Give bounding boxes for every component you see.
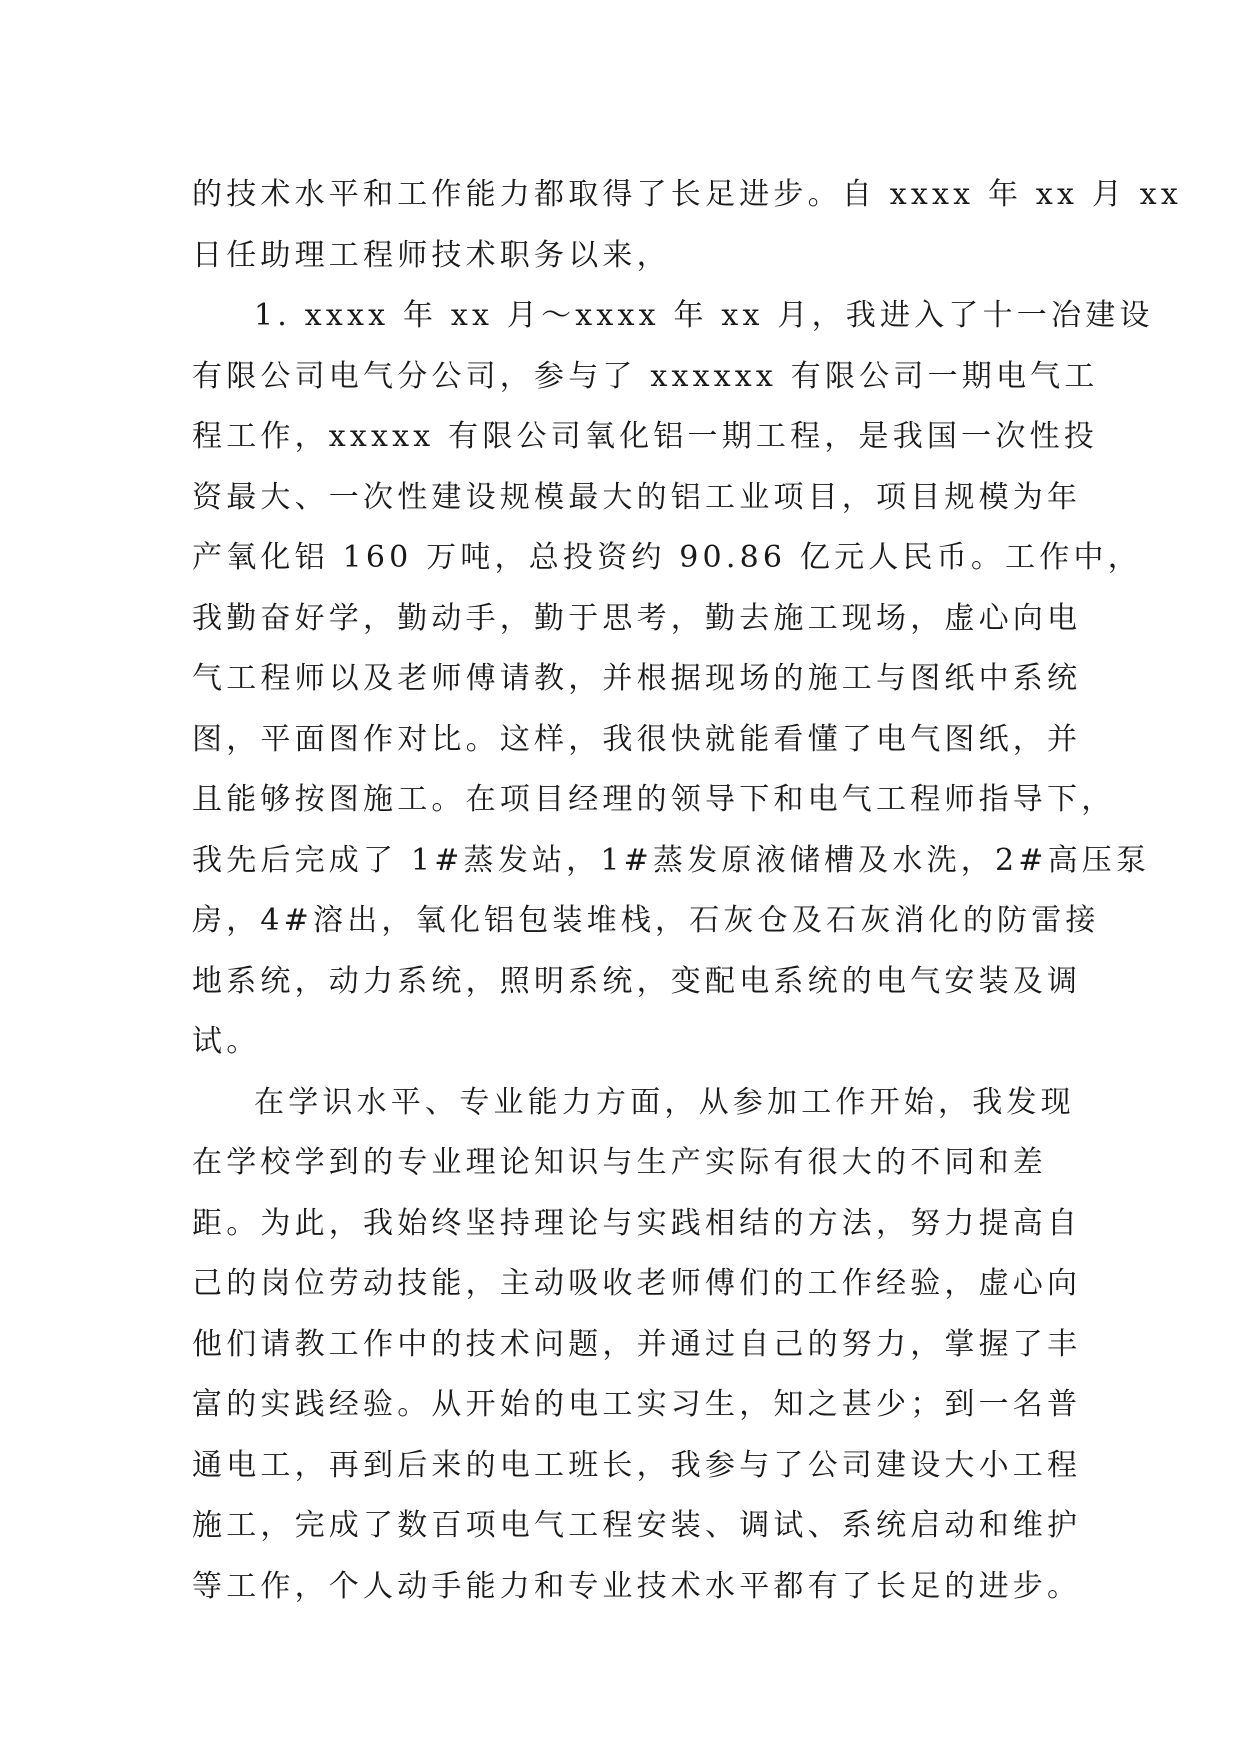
text-line-6: 资最大、一次性建设规模最大的铝工业项目，项目规模为年: [192, 479, 1082, 515]
text-line-7: 产氧化铝 160 万吨，总投资约 90.86 亿元人民币。工作中，: [192, 540, 1142, 575]
text-line-17: 在学校学到的专业理论知识与生产实际有很大的不同和差: [192, 1145, 1047, 1180]
text-line-20: 他们请教工作中的技术问题，并通过自己的努力，掌握了丰: [192, 1326, 1082, 1362]
text-line-4: 有限公司电气分公司，参与了 xxxxxx 有限公司一期电气工: [192, 358, 1099, 394]
text-line-19: 己的岗位劳动技能，主动吸收老师傅们的工作经验，虚心向: [192, 1266, 1082, 1301]
text-line-11: 且能够按图施工。在项目经理的领导下和电气工程师指导下，: [192, 782, 1116, 817]
body-text: [192, 165, 1183, 1617]
text-line-23: 施工，完成了数百项电气工程安装、调试、系统启动和维护: [192, 1508, 1082, 1543]
text-line-24: 等工作，个人动手能力和专业技术水平都有了长足的进步。: [192, 1568, 1082, 1604]
paragraph-1-start: 1. xxxx 年 xx 月～xxxx 年 xx 月，我进入了十一冶建设: [254, 298, 1154, 333]
paragraph-2-start: 在学识水平、专业能力方面，从参加工作开始，我发现: [254, 1084, 1075, 1120]
text-line-1: 的技术水平和工作能力都取得了长足进步。自 xxxx 年 xx 月 xx: [192, 177, 1183, 212]
text-line-8: 我勤奋好学，勤动手，勤于思考，勤去施工现场，虚心向电: [192, 600, 1082, 636]
text-line-14: 地系统，动力系统，照明系统，变配电系统的电气安装及调: [192, 963, 1082, 999]
text-line-10: 图，平面图作对比。这样，我很快就能看懂了电气图纸，并: [192, 721, 1082, 757]
text-line-13: 房，4#溶出，氧化铝包装堆栈，石灰仓及石灰消化的防雷接: [192, 903, 1100, 938]
text-line-21: 富的实践经验。从开始的电工实习生，知之甚少；到一名普: [192, 1387, 1082, 1422]
text-line-15: 试。: [192, 1024, 261, 1059]
text-line-5: 程工作，xxxxx 有限公司氧化铝一期工程，是我国一次性投: [192, 419, 1098, 454]
text-line-22: 通电工，再到后来的电工班长，我参与了公司建设大小工程: [192, 1447, 1082, 1483]
text-line-2: 日任助理工程师技术职务以来，: [192, 237, 671, 273]
text-line-18: 距。为此，我始终坚持理论与实践相结的方法，努力提高自: [192, 1205, 1082, 1241]
text-line-12: 我先后完成了 1#蒸发站，1#蒸发原液储槽及水洗，2#高压泵: [192, 842, 1151, 878]
text-line-9: 气工程师以及老师傅请教，并根据现场的施工与图纸中系统: [192, 661, 1082, 696]
